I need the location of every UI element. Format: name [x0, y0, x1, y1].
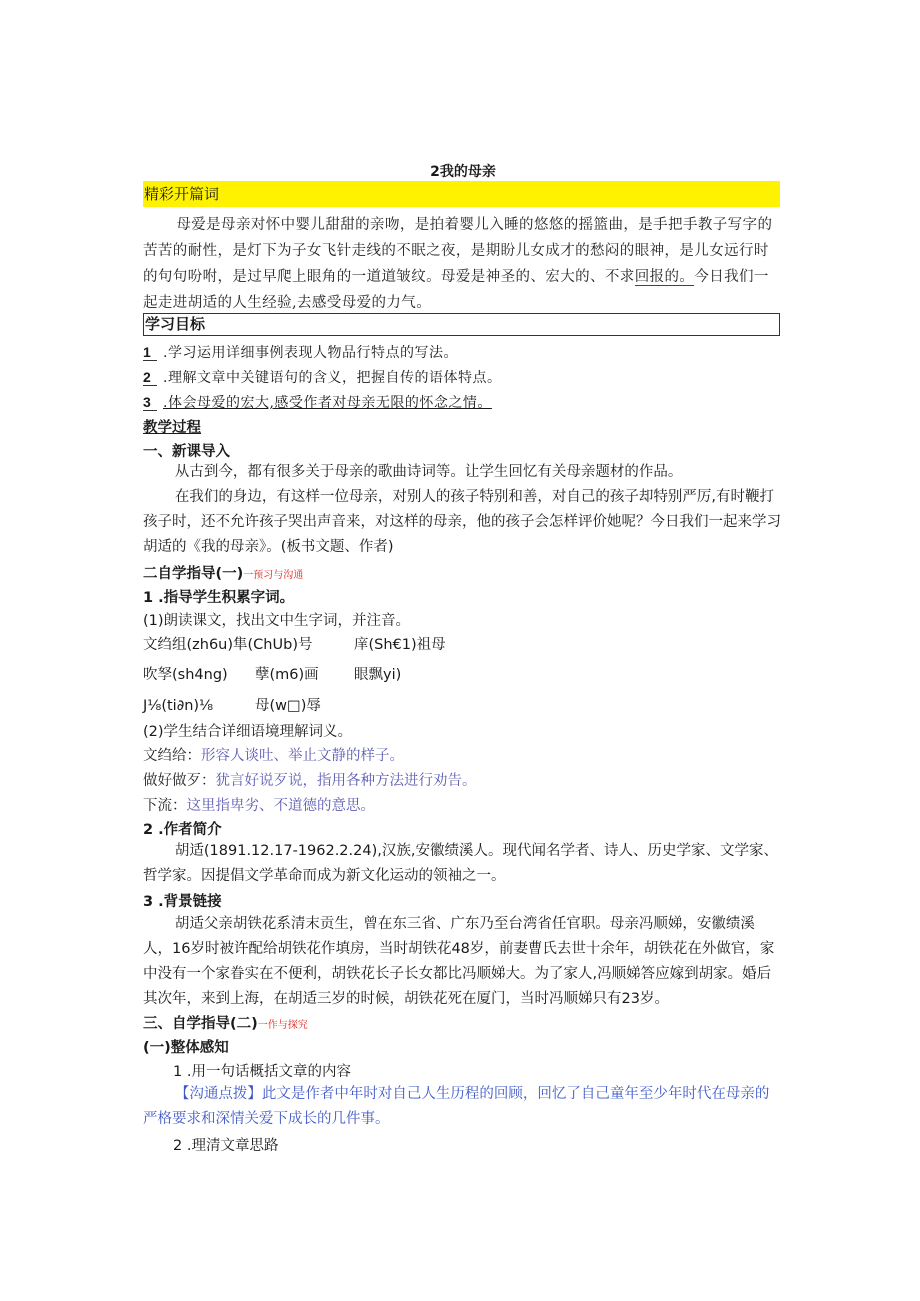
intro-heading: 精彩开篇词 [143, 181, 780, 207]
sub2-body [143, 839, 783, 889]
section-3-item-1: 1 .用一句话概括文章的内容 [173, 1064, 351, 1080]
word-entry: 母(w□)辱 [255, 698, 321, 714]
intro-text-b: 今日我们一起走进胡适的人生经验,去感受母爱的力气。 [143, 269, 769, 311]
section-2-title: 二自学指导(一) [143, 566, 244, 582]
word-entry: 眼飘yi) [354, 667, 402, 683]
tip-paragraph [143, 1082, 783, 1132]
section-3-note: 一作与探究 [257, 1020, 308, 1031]
intro-text-a: 母爱是母亲对怀中婴儿甜甜的亲吻，是拍着婴儿入睡的悠悠的摇篮曲，是手把手教子写字的苦苦的耐性，是灯下为子女飞针走线的不眠之夜，是期盼儿女成才的愁闷的眼神，是儿女远行时的句句吩咐，是过早爬上眼角的一道道皱纹。母爱是神圣的、宏大的、不求 [143, 217, 773, 285]
tip-text: 此文是作者中年时对自己人生历程的回顾，回忆了自己童年至少年时代在母亲的严格要求和深情关爱下成长的几件事。 [143, 1086, 770, 1127]
word-entry: 庠(Sh€1)祖母 [354, 637, 446, 653]
sub3-body [143, 912, 783, 1012]
definition-meaning: 犹言好说歹说，指用各种方法进行劝告。 [215, 773, 477, 789]
goal-item-2 [143, 367, 501, 387]
section-1-p2: 在我们的身边，有这样一位母亲，对别人的孩子特别和善，对自己的孩子却特别严厉,有时鞭打孩子时，还不允许孩子哭出声音来，对这样的母亲，他的孩子会怎样评价她呢？今日我们一起来学习胡适的《我的母亲》。(板书文题、作者) [143, 489, 781, 555]
goal-number: 1 [143, 344, 157, 361]
sub1-label: 1 .指导学生积累字词。 [143, 590, 295, 606]
sub2-label: 2 .作者简介 [143, 822, 222, 838]
words-row-2 [143, 663, 401, 684]
section-3-title: 三、自学指导(二) [143, 1016, 258, 1032]
sub1-instruction-2: (2)学生结合详细语境理解词义。 [143, 724, 353, 740]
definition-1 [143, 744, 404, 765]
sub1-instruction-1: (1)朗读课文，找出文中生字词，并注音。 [143, 613, 411, 629]
author-bio: 胡适(1891.12.17-1962.2.24),汉族,安徽绩溪人。现代闻名学者、诗人、历史学家、文学家、哲学家。因提倡文学革命而成为新文化运动的领袖之一。 [143, 843, 778, 884]
section-1-heading: 一、新课导入 [143, 444, 230, 460]
section-1-body [143, 460, 783, 560]
section-3-heading [143, 1012, 308, 1033]
goal-text: .理解文章中关键语句的含义，把握自传的语体特点。 [163, 370, 502, 386]
word-entry: 孽(m6)画 [255, 667, 319, 683]
tip-label: 【沟通点拨】 [174, 1086, 262, 1102]
word-entry: 文绉组(zh6u)隼(ChUb)号 [143, 637, 313, 653]
goal-number: 3 [143, 394, 157, 411]
words-row-3 [143, 694, 321, 715]
process-heading: 教学过程 [143, 420, 201, 436]
section-1-p1: 从古到今，都有很多关于母亲的歌曲诗词等。让学生回忆有关母亲题材的作品。 [174, 464, 683, 480]
page-title: 2我的母亲 [430, 164, 496, 180]
goal-number: 2 [143, 369, 157, 386]
word-entry: 吹孥(sh4ng) [143, 667, 228, 683]
definition-2 [143, 769, 477, 790]
background-text: 胡适父亲胡铁花系清末贡生，曾在东三省、广东乃至台湾省任官职。母亲冯顺娣，安徽绩溪人，16岁时被许配给胡铁花作填房，当时胡铁花48岁，前妻曹氏去世十余年，胡铁花在外做官，家中没有一个家眷实在不便利，胡铁花长子长女都比冯顺娣大。为了家人,冯顺娣答应嫁到胡家。婚后其次年，来到上海，在胡适三岁的时候，胡铁花死在厦门，当时冯顺娣只有23岁。 [143, 916, 775, 1007]
definition-term: 做好做歹： [143, 773, 216, 789]
sub3-label: 3 .背景链接 [143, 894, 222, 910]
goal-item-3 [143, 392, 492, 412]
goal-text: .学习运用详细事例表现人物品行特点的写法。 [163, 345, 458, 361]
section-3-item-2: 2 .理清文章思路 [173, 1138, 279, 1154]
section-3-subheading: (一)整体感知 [143, 1040, 229, 1056]
intro-paragraph [143, 212, 783, 316]
goals-heading: 学习目标 [143, 313, 780, 336]
intro-underlined: 回报的。 [634, 269, 695, 285]
word-entry: J⅛(ti∂n)⅛ [143, 698, 214, 714]
definition-term: 文绉给： [143, 748, 201, 764]
goal-text: .体会母爱的宏大,感受作者对母亲无限的怀念之情。 [163, 395, 492, 411]
goal-item-1 [143, 342, 458, 362]
words-row-1 [143, 633, 446, 654]
definition-meaning: 形容人谈吐、举止文静的样子。 [201, 748, 404, 764]
section-2-heading [143, 562, 303, 583]
definition-3 [143, 794, 375, 815]
section-2-note: 一预习与沟通 [243, 570, 304, 581]
definition-term: 下流： [143, 798, 187, 814]
definition-meaning: 这里指卑劣、不道德的意思。 [186, 798, 375, 814]
